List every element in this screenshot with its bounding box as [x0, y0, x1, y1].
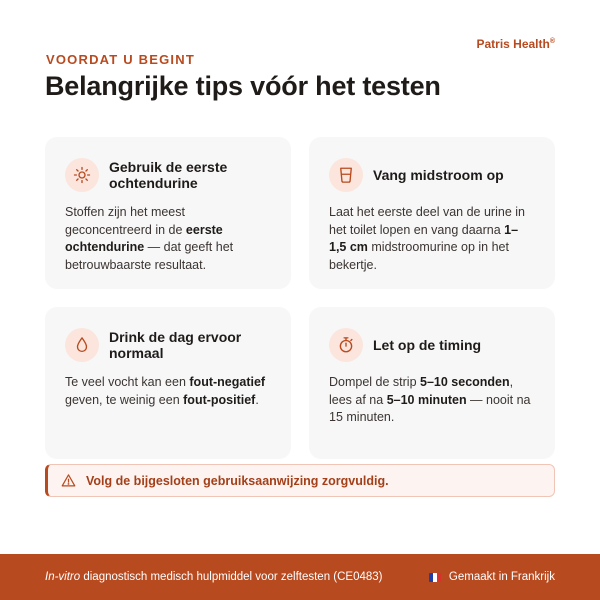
body-text: , lees af na	[329, 375, 514, 407]
brand-name: Patris Health	[476, 37, 550, 51]
regulatory-notice-italic: In-vitro	[45, 571, 81, 583]
body-text: Stoffen zijn het meest geconcentreerd in de	[65, 205, 186, 237]
emphasis-text: fout-positief	[183, 392, 256, 407]
body-text: Laat het eerste deel van de urine in het toilet lopen en vang daarna	[329, 205, 525, 237]
stopwatch-icon	[329, 328, 363, 362]
tip-card-drink-normal	[45, 307, 291, 459]
card-body	[65, 204, 271, 274]
body-text: Te veel vocht kan een	[65, 375, 190, 389]
card-title: Drink de dag ervoor normaal	[109, 329, 242, 361]
emphasis-text: eerste ochtendurine	[65, 222, 223, 254]
tip-card-morning-urine	[45, 137, 291, 289]
tip-card-midstream	[309, 137, 555, 289]
emphasis-text: fout-negatief	[189, 375, 266, 389]
page-title: Belangrijke tips vóór het testen	[45, 71, 441, 101]
card-title: Gebruik de eerste ochtendurine	[109, 159, 228, 191]
card-body	[329, 374, 535, 427]
card-body	[329, 204, 535, 274]
card-title: Let op de timing	[373, 337, 482, 353]
emphasis-text: 5–10 seconden	[420, 375, 510, 389]
cup-icon	[329, 158, 363, 192]
brand-logo	[476, 37, 555, 51]
droplet-icon	[65, 328, 99, 362]
emphasis-text: 1–1,5 cm	[329, 222, 519, 254]
warning-text: Volg de bijgesloten gebruiksaanwijzing zorgvuldig.	[86, 473, 389, 488]
card-body	[65, 374, 271, 409]
body-text: — dat geeft het betrouwbaarste resultaat.	[65, 240, 234, 272]
made-in	[429, 571, 555, 583]
made-in-text: Gemaakt in Frankrijk	[448, 571, 555, 583]
footer-bar	[0, 554, 600, 600]
warning-banner	[45, 464, 555, 497]
tip-card-timing	[309, 307, 555, 459]
body-text: midstroomurine op in het bekertje.	[329, 240, 509, 272]
section-eyebrow: VOORDAT U BEGINT	[46, 52, 195, 67]
body-text: — nooit na 15 minuten.	[329, 392, 531, 424]
warning-triangle-icon	[61, 473, 76, 488]
body-text: geven, te weinig een	[65, 392, 184, 407]
emphasis-text: 5–10 minuten	[386, 392, 467, 407]
card-title: Vang midstroom op	[373, 167, 504, 183]
registered-mark: ®	[549, 38, 555, 45]
regulatory-notice-text: diagnostisch medisch hulpmiddel voor zelftesten (CE0483)	[80, 571, 383, 583]
regulatory-notice	[45, 571, 383, 583]
french-flag-icon	[429, 573, 441, 582]
body-text: Dompel de strip	[329, 375, 421, 389]
body-text: .	[255, 392, 259, 407]
sun-icon	[65, 158, 99, 192]
